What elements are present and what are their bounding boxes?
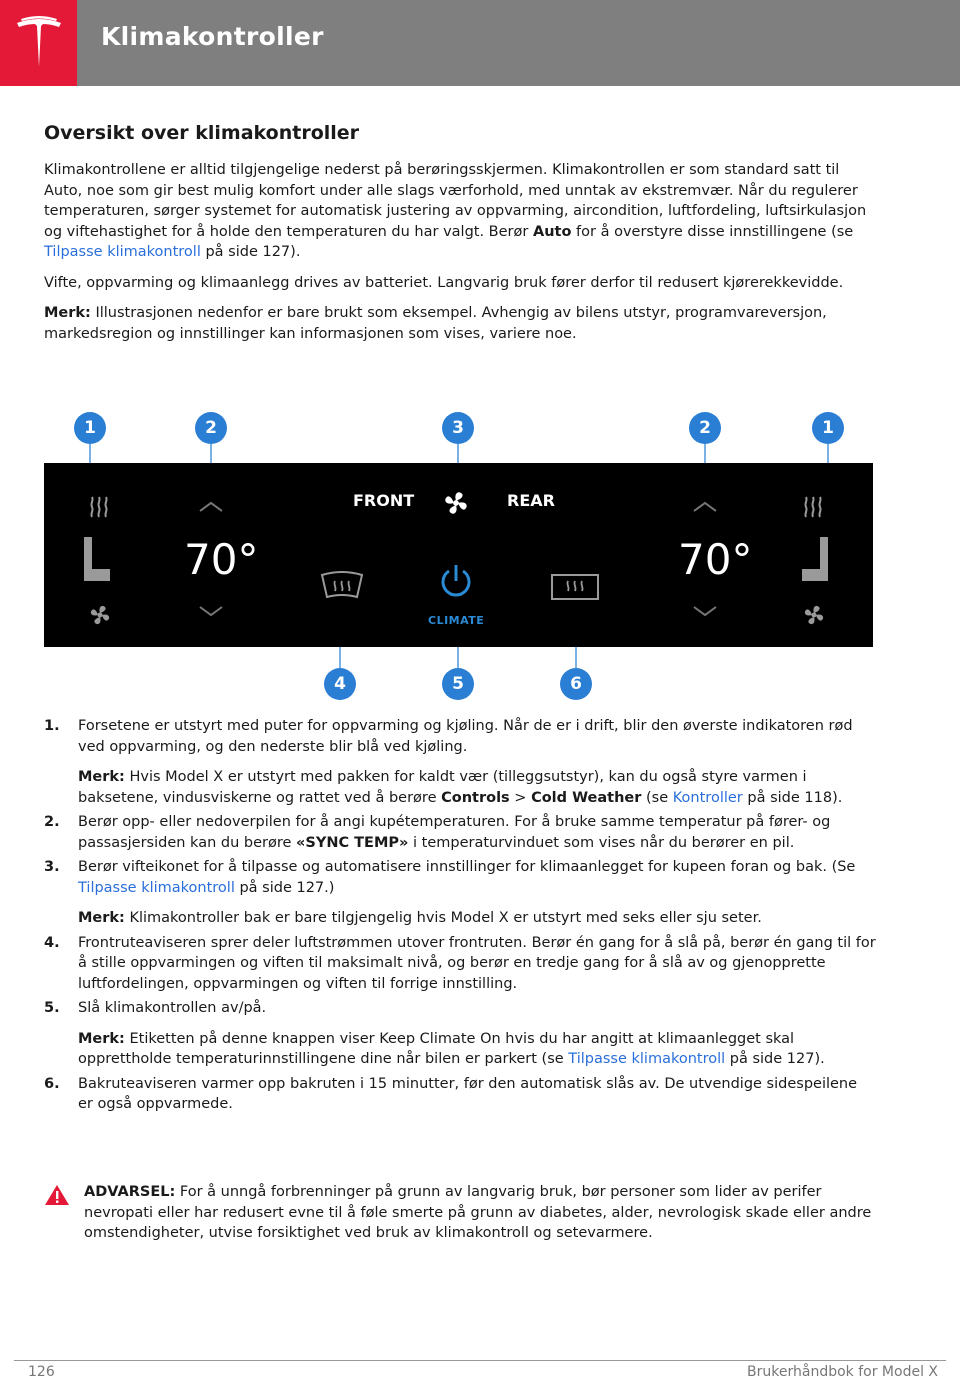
section-title: Oversikt over klimakontroller [44, 122, 360, 144]
intro-content [44, 122, 876, 354]
link-tilpasse-klimakontroll[interactable]: Tilpasse klimakontroll [78, 879, 235, 896]
callout-2-right: 2 [689, 412, 721, 444]
list-item: 1. Forsetene er utstyrt med puter for oppvarming og kjøling. Når de er i drift, blir den øverste indikatoren rød ved oppvarming, og den nederste blir blå ved kjøling. Merk: Hvis Model X er utstyrt med pakken for kaldt vær (tilleggsutstyr), kan du også styre varmen i baksetene, vindusviskerne og rattet ved å berøre Controls > Cold Weather (se Kontroller på side 118). [44, 716, 876, 808]
seat-heat-icon-left[interactable] [88, 495, 110, 519]
seat-fan-icon-right[interactable] [802, 603, 826, 627]
warning-icon [44, 1184, 70, 1206]
rear-defrost-icon[interactable] [550, 573, 600, 601]
temp-down-arrow-left[interactable] [198, 605, 224, 617]
warning-block: ADVARSEL: For å unngå forbrenninger på grunn av langvarig bruk, bør personer som lider av perifer nevropati eller har redusert evne til å føle smerte på grunn av diabetes, alder, nevrologisk skade eller andre omstendigheter, utvise forsiktighet ved bruk av klimakontroll og setevarmere. [44, 1182, 876, 1244]
fan-icon[interactable] [442, 489, 470, 517]
climate-controls-illustration [44, 410, 873, 700]
seat-fan-icon-left[interactable] [88, 603, 112, 627]
temp-up-arrow-right[interactable] [692, 501, 718, 513]
climate-panel [44, 463, 873, 647]
manual-name: Brukerhåndbok for Model X [747, 1364, 938, 1380]
rear-label[interactable]: REAR [507, 491, 555, 510]
climate-power-icon[interactable] [439, 563, 473, 599]
numbered-list [44, 716, 876, 1119]
right-temperature: 70° [678, 535, 753, 584]
tesla-logo-icon [13, 15, 65, 71]
temp-down-arrow-right[interactable] [692, 605, 718, 617]
footer-divider [14, 1360, 946, 1361]
callout-4: 4 [324, 668, 356, 700]
temp-up-arrow-left[interactable] [198, 501, 224, 513]
left-temperature: 70° [184, 535, 259, 584]
callout-3: 3 [442, 412, 474, 444]
page-number: 126 [28, 1364, 55, 1380]
seat-heat-icon-right[interactable] [802, 495, 824, 519]
seat-icon-left [80, 535, 112, 585]
callout-2-left: 2 [195, 412, 227, 444]
list-item: 6. Bakruteaviseren varmer opp bakruten i 15 minutter, før den automatisk slås av. De utvendige sidespeilene er også oppvarmede. [44, 1075, 858, 1112]
climate-label[interactable]: CLIMATE [428, 614, 485, 627]
link-kontroller[interactable]: Kontroller [672, 789, 743, 806]
callout-1-right: 1 [812, 412, 844, 444]
header-title: Klimakontroller [101, 22, 324, 51]
link-tilpasse-klimakontroll[interactable]: Tilpasse klimakontroll [568, 1051, 726, 1067]
list-item: 4. Frontruteaviseren sprer deler luftstrømmen utover frontruten. Berør én gang for å slå på, berør én gang til for å stille oppvarmingen og viften til maksimalt nivå, og berør en tredje gang for å slå av og gjenopprette luftfordelingen, oppvarmingen og viften til forrige innstilling. [44, 934, 876, 992]
list-note: Merk: Hvis Model X er utstyrt med pakken for kaldt vær (tilleggsutstyr), kan du også styre varmen i baksetene, vindusviskerne og rattet ved å berøre Controls > Cold Weather (se Kontroller på side 118). [78, 769, 843, 806]
link-tilpasse-klimakontroll[interactable]: Tilpasse klimakontroll [44, 244, 201, 260]
callout-6: 6 [560, 668, 592, 700]
front-defrost-icon[interactable] [319, 571, 365, 601]
tesla-logo [0, 0, 77, 86]
page-header [0, 0, 960, 86]
list-note: Merk: Klimakontroller bak er bare tilgjengelig hvis Model X er utstyrt med seks eller sju seter. [78, 910, 762, 926]
list-item: 5. Slå klimakontrollen av/på. Merk: Etiketten på denne knappen viser Keep Climate On hvis du har angitt at klimaanlegget skal opprettholde temperaturinnstillingene dine når bilen er parkert (se Tilpasse klimakontroll på side 127). [44, 998, 876, 1070]
list-item: 2. Berør opp- eller nedoverpilen for å angi kupétemperaturen. For å bruke samme temperatur på fører- og passasjersiden kan du berøre «SYNC TEMP» i temperaturvinduet som vises når du berører en pil. [44, 814, 831, 851]
intro-paragraph-1: Klimakontrollene er alltid tilgjengelige nederst på berøringsskjermen. Klimakontrollen er som standard satt til Auto, noe som gir best mulig komfort under alle slags værforhold, med unntak av ekstremvær. Når du regulerer temperaturen, sørger systemet for automatisk justering av oppvarming, aircondition, luftfordeling, luftsirkulasjon og viftehastighet for å holde den temperaturen du har valgt. Berør Auto for å overstyre disse innstillingene (se Tilpasse klimakontroll på side 127). [44, 162, 867, 260]
intro-note: Merk: Illustrasjonen nedenfor er bare brukt som eksempel. Avhengig av bilens utstyr, programvareversjon, markedsregion og innstillinger kan informasjonen som vises, variere noe. [44, 305, 827, 342]
list-note: Merk: Etiketten på denne knappen viser Keep Climate On hvis du har angitt at klimaanlegget skal opprettholde temperaturinnstillingene dine når bilen er parkert (se Tilpasse klimakontroll på side 127). [78, 1030, 825, 1067]
callout-1-left: 1 [74, 412, 106, 444]
list-item: 3. Berør vifteikonet for å tilpasse og automatisere innstillinger for klimaanlegget for kupeen foran og bak. (Se Tilpasse klimakontroll på side 127.) Merk: Klimakontroller bak er bare tilgjengelig hvis Model X er utstyrt med seks eller sju seter. [44, 857, 876, 929]
front-label[interactable]: FRONT [353, 491, 415, 510]
callout-5: 5 [442, 668, 474, 700]
intro-paragraph-2: Vifte, oppvarming og klimaanlegg drives av batteriet. Langvarig bruk fører derfor til redusert kjørerekkevidde. [44, 274, 844, 291]
seat-icon-right [800, 535, 832, 585]
